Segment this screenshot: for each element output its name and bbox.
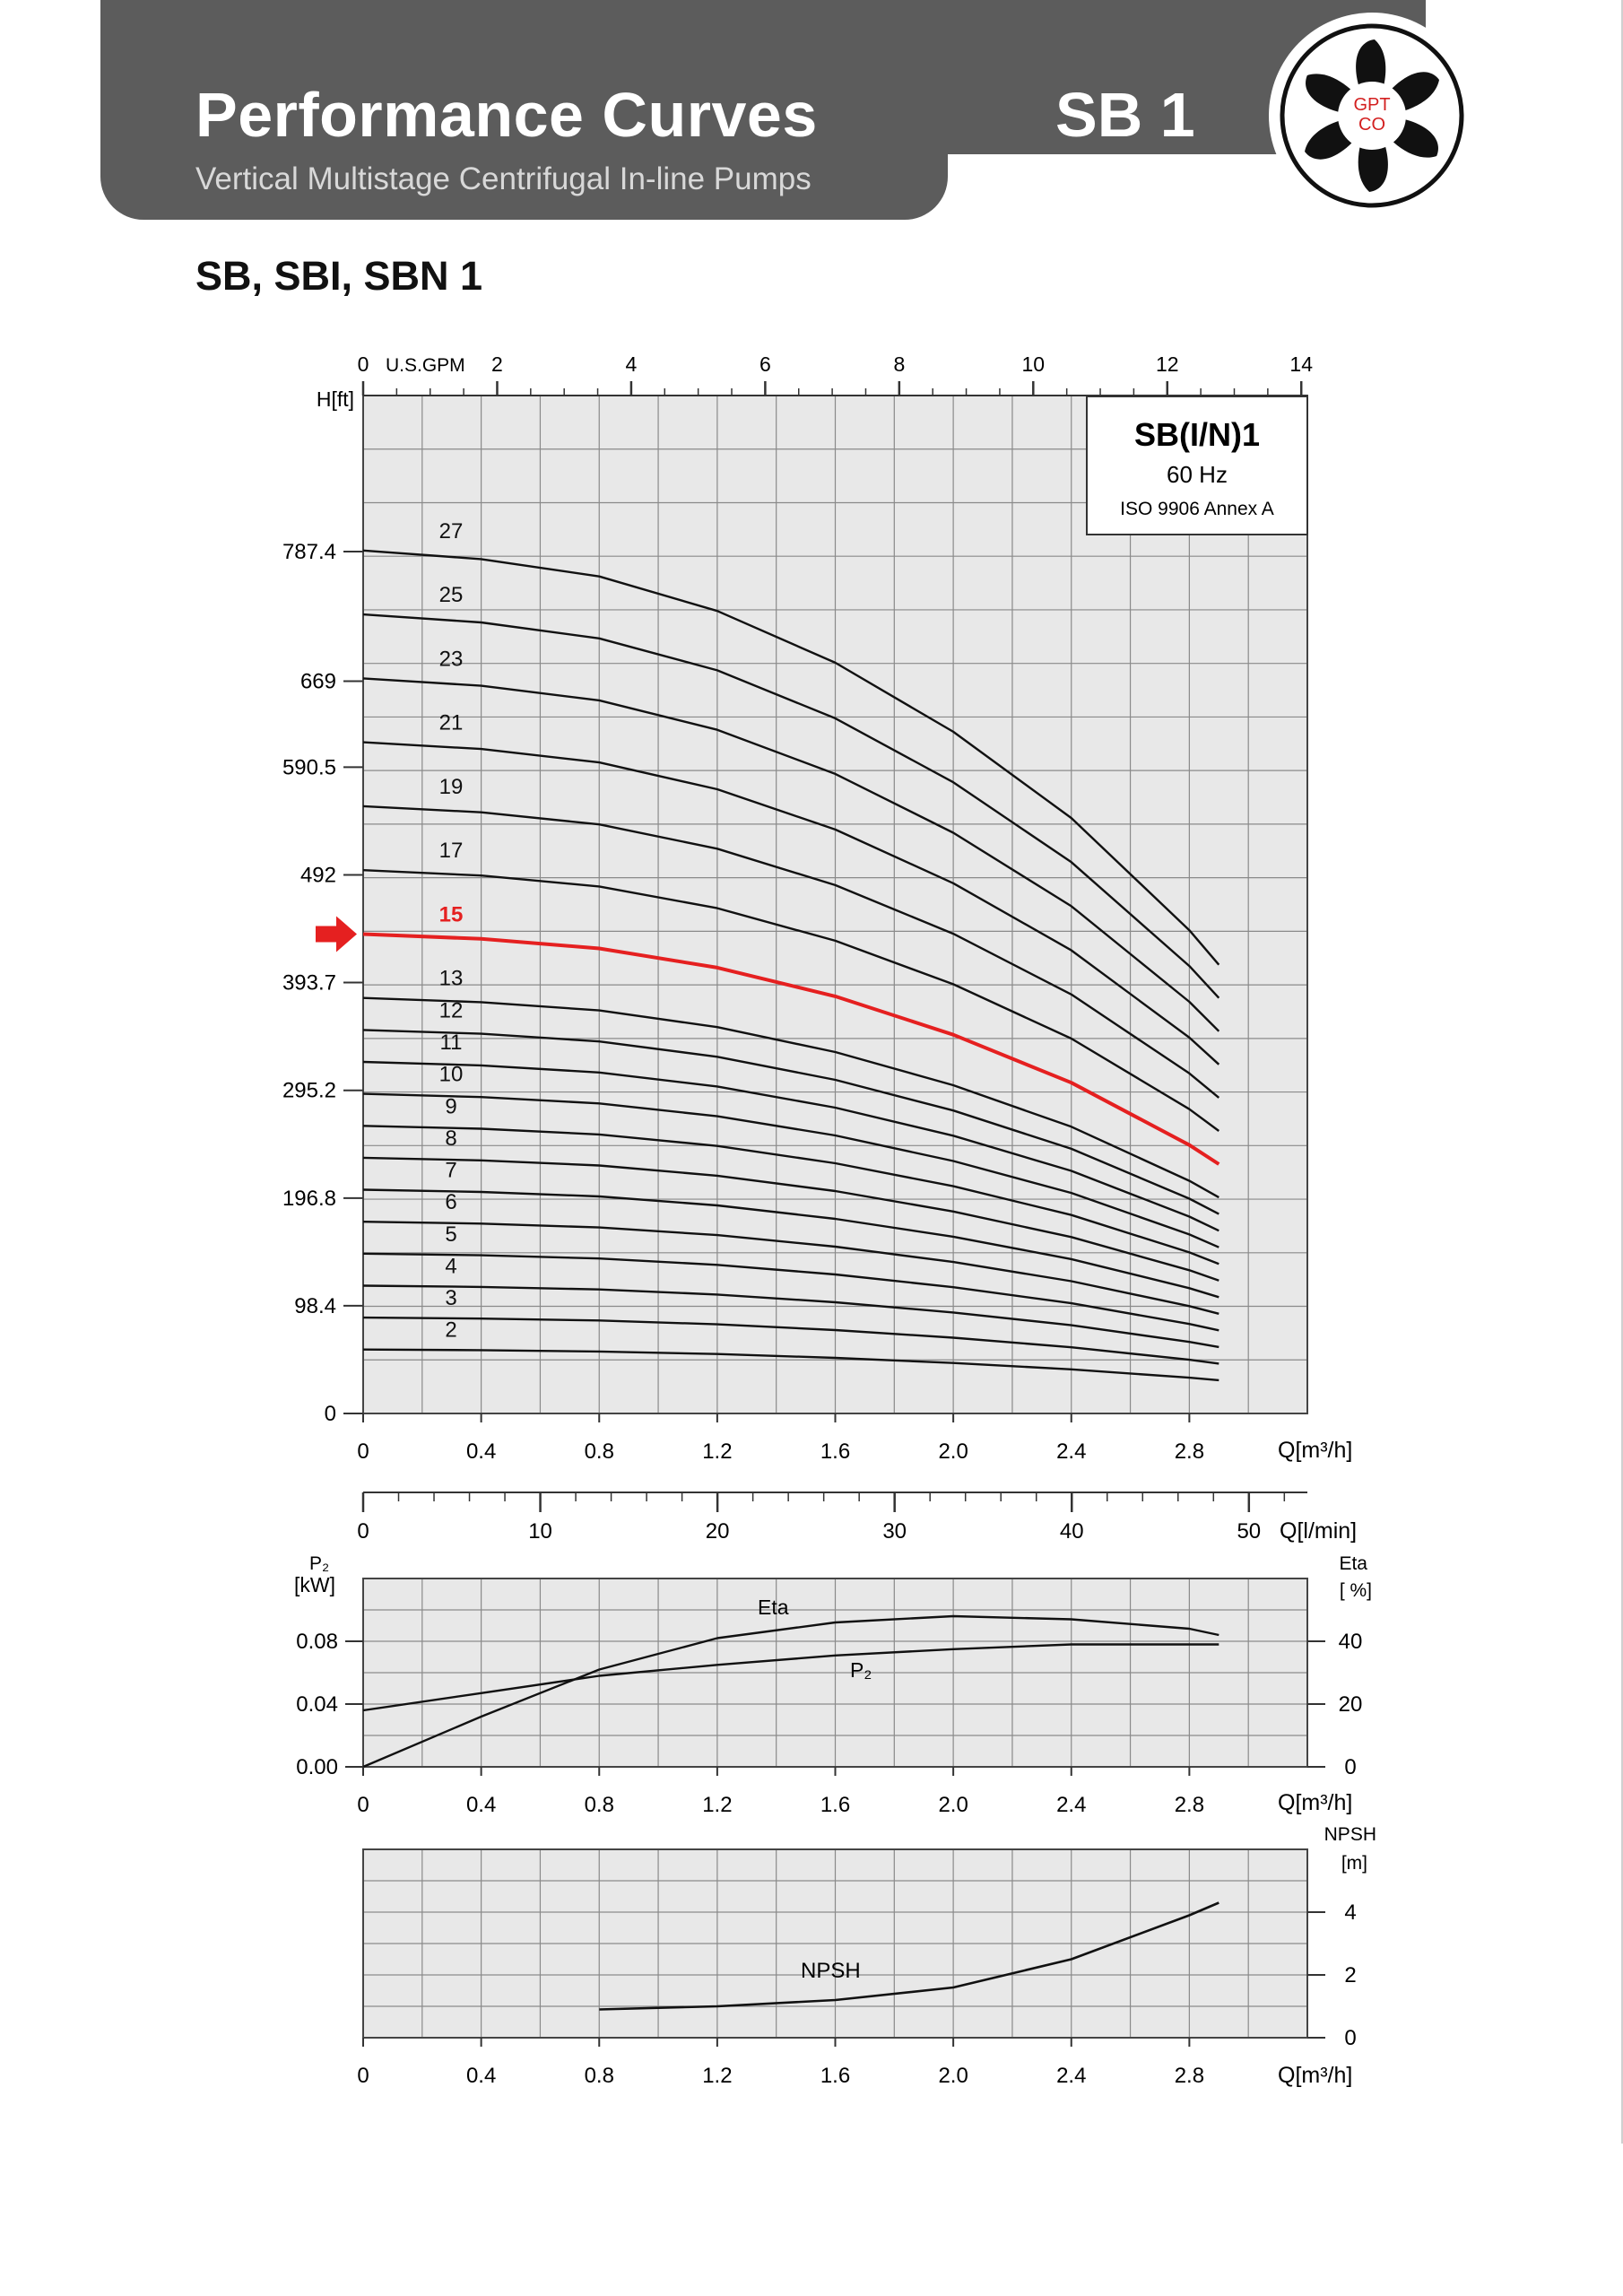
top-axis-tick-label: 2 xyxy=(491,352,503,376)
head-y-ticks xyxy=(282,540,363,1426)
model-name: SB 1 xyxy=(1055,80,1195,150)
logo-text-top: GPT xyxy=(1353,95,1391,115)
x-tick-label: 1.2 xyxy=(702,1793,733,1817)
npsh-y-ticks xyxy=(1307,1900,1357,2050)
highlight-arrow-icon xyxy=(316,916,357,952)
stage-label-12: 12 xyxy=(438,998,464,1023)
stage-label-27: 27 xyxy=(438,518,464,544)
stage-label-11: 11 xyxy=(439,1030,463,1055)
stage-label-4: 4 xyxy=(445,1254,457,1279)
y2-tick-label: 40 xyxy=(1338,1630,1363,1654)
stage-label-10: 10 xyxy=(438,1062,464,1087)
x-tick-label: 0.8 xyxy=(584,1793,614,1817)
lmin-ticks xyxy=(357,1492,1284,1544)
logo-text-bottom: CO xyxy=(1358,115,1385,135)
stage-label-21: 21 xyxy=(438,710,464,735)
lmin-tick-label: 40 xyxy=(1059,1519,1084,1544)
stage-label-6: 6 xyxy=(445,1190,457,1215)
top-axis-tick-label: 6 xyxy=(759,352,771,376)
x-tick-label: 2.4 xyxy=(1056,2064,1087,2088)
stage-label-25: 25 xyxy=(438,583,464,608)
power-y-ticks xyxy=(296,1630,363,1779)
series-title: SB, SBI, SBN 1 xyxy=(195,253,483,299)
npsh-x-ticks xyxy=(357,2038,1204,2088)
power-x-ticks xyxy=(357,1767,1204,1817)
eta-y-ticks xyxy=(1307,1630,1362,1779)
stage-label-2: 2 xyxy=(445,1318,457,1343)
head-x-axis-label: Q[m³/h] xyxy=(1278,1438,1353,1463)
y2-tick-label: 20 xyxy=(1338,1692,1363,1717)
stage-label-7: 7 xyxy=(445,1158,457,1183)
x-tick-label: 0.8 xyxy=(584,1439,614,1464)
power-x-axis-label: Q[m³/h] xyxy=(1278,1790,1353,1815)
top-axis-tick-label: 14 xyxy=(1289,352,1314,376)
y-tick-label: 0 xyxy=(1344,2026,1357,2050)
x-tick-label: 2.0 xyxy=(938,1793,968,1817)
stage-label-9: 9 xyxy=(445,1094,457,1119)
x-tick-label: 2.8 xyxy=(1174,1793,1205,1817)
lmin-tick-label: 10 xyxy=(528,1519,552,1544)
y-tick-label: 4 xyxy=(1344,1900,1357,1925)
npsh-chart xyxy=(357,1824,1376,2088)
head-y-axis-label: H[ft] xyxy=(316,387,354,411)
stage-label-8: 8 xyxy=(445,1126,457,1151)
y-tick-label: 2 xyxy=(1344,1963,1357,1987)
top-axis-tick-label: 4 xyxy=(625,352,638,376)
arrow-shape xyxy=(316,916,357,952)
x-tick-label: 0.4 xyxy=(465,1439,497,1464)
y-tick-label: 98.4 xyxy=(294,1293,336,1318)
x-tick-label: 2.0 xyxy=(938,1439,968,1464)
legend-box xyxy=(1087,396,1307,535)
x-tick-label: 2.8 xyxy=(1174,1439,1205,1464)
x-tick-label: 0.8 xyxy=(584,2064,614,2088)
lmin-axis-label: Q[l/min] xyxy=(1280,1518,1358,1544)
y-tick-label: 295.2 xyxy=(282,1078,336,1103)
lmin-tick-label: 20 xyxy=(705,1519,730,1544)
lmin-tick-label: 0 xyxy=(357,1519,369,1544)
legend-standard: ISO 9906 Annex A xyxy=(1120,499,1274,519)
power-y-axis-label-unit: [kW] xyxy=(294,1573,335,1596)
npsh-y-axis-label-unit: [m] xyxy=(1341,1853,1367,1874)
legend-frequency: 60 Hz xyxy=(1167,461,1228,488)
lmin-axis xyxy=(357,1492,1357,1544)
x-tick-label: 0.4 xyxy=(465,2064,497,2088)
x-tick-label: 0 xyxy=(357,1793,369,1817)
top-axis-tick-label: 8 xyxy=(893,352,906,376)
stage-label-13: 13 xyxy=(438,966,464,991)
top-axis-tick-label: 12 xyxy=(1155,352,1179,376)
head-x-ticks xyxy=(357,1413,1204,1464)
top-axis-tick-label: 0 xyxy=(357,352,369,376)
x-tick-label: 2.0 xyxy=(938,2064,968,2088)
y-tick-label: 0 xyxy=(324,1402,336,1426)
x-tick-label: 1.2 xyxy=(702,2064,733,2088)
y-tick-label: 492 xyxy=(299,863,336,888)
top-axis-unit-label: U.S.GPM xyxy=(386,355,465,376)
x-tick-label: 0.4 xyxy=(465,1793,497,1817)
stage-label-3: 3 xyxy=(445,1286,457,1311)
x-tick-label: 2.4 xyxy=(1056,1793,1087,1817)
y-tick-label: 0.08 xyxy=(296,1630,338,1654)
npsh-y-axis-label-name: NPSH xyxy=(1324,1824,1376,1845)
stage-label-17: 17 xyxy=(438,839,464,864)
y-tick-label: 196.8 xyxy=(282,1186,336,1211)
page-title: Performance Curves xyxy=(195,80,818,150)
lmin-tick-label: 30 xyxy=(882,1519,907,1544)
eta-curve-label: Eta xyxy=(758,1596,789,1619)
y-tick-label: 0.04 xyxy=(296,1692,338,1717)
x-tick-label: 1.6 xyxy=(820,2064,851,2088)
y-tick-label: 0.00 xyxy=(296,1755,338,1779)
y-tick-label: 669 xyxy=(299,669,336,694)
x-tick-label: 0 xyxy=(357,2064,369,2088)
lmin-tick-label: 50 xyxy=(1237,1519,1262,1544)
y-tick-label: 393.7 xyxy=(282,970,336,996)
power-curve-label: P₂ xyxy=(850,1658,872,1682)
legend-model: SB(I/N)1 xyxy=(1133,416,1261,453)
npsh-x-axis-label: Q[m³/h] xyxy=(1278,2063,1353,2088)
stage-label-15: 15 xyxy=(438,902,464,927)
npsh-curve-label: NPSH xyxy=(801,1959,861,1983)
stage-label-5: 5 xyxy=(445,1222,457,1247)
x-tick-label: 1.6 xyxy=(820,1439,851,1464)
power-y-axis-label-name: P₂ xyxy=(309,1553,330,1574)
y-tick-label: 787.4 xyxy=(282,540,336,565)
head-top-axis xyxy=(358,352,1314,396)
top-axis-tick-label: 10 xyxy=(1021,352,1046,376)
x-tick-label: 2.8 xyxy=(1174,2064,1205,2088)
x-tick-label: 0 xyxy=(357,1439,369,1464)
eta-y-axis-label-name: Eta xyxy=(1339,1553,1367,1574)
x-tick-label: 2.4 xyxy=(1056,1439,1087,1464)
page-subtitle: Vertical Multistage Centrifugal In-line Pumps xyxy=(195,161,812,196)
x-tick-label: 1.2 xyxy=(702,1439,733,1464)
stage-label-23: 23 xyxy=(438,647,464,672)
y-tick-label: 590.5 xyxy=(282,755,336,780)
eta-y-axis-label-unit: [ %] xyxy=(1339,1580,1372,1601)
head-chart xyxy=(282,352,1352,1464)
stage-label-19: 19 xyxy=(438,774,464,799)
power-efficiency-chart xyxy=(294,1553,1372,1817)
y2-tick-label: 0 xyxy=(1344,1755,1357,1779)
x-tick-label: 1.6 xyxy=(820,1793,851,1817)
